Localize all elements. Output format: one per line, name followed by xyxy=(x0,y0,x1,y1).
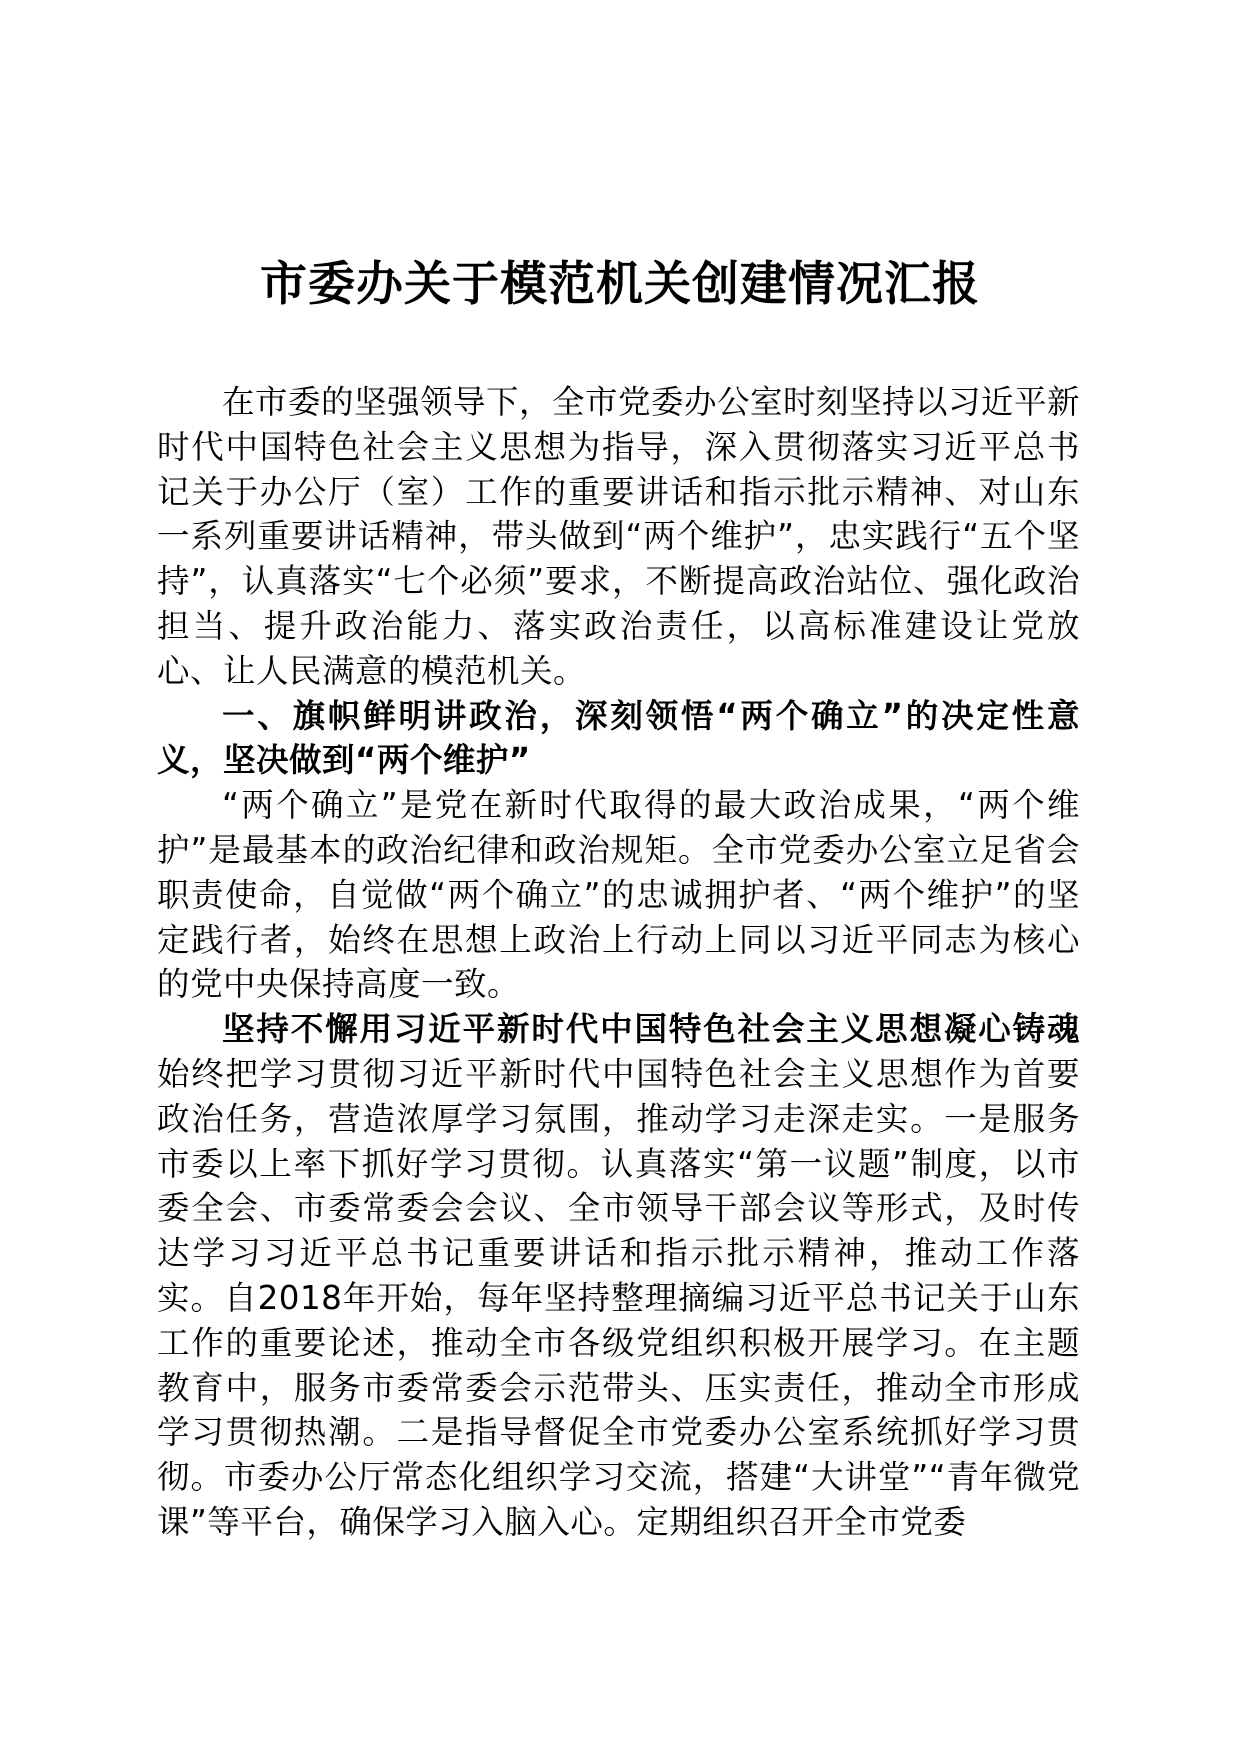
document-body xyxy=(157,380,1080,1545)
section-paragraph: “两个确立”是党在新时代取得的最大政治成果，“两个维护”是最基本的政治纪律和政治规矩。全市党委办公室立足省会职责使命，自觉做“两个确立”的忠诚拥护者、“两个维护”的坚定践行者，始终在思想上政治上行动上同以习近平同志为核心的党中央保持高度一致。 xyxy=(157,786,1080,1004)
document-title: 市委办关于模范机关创建情况汇报 xyxy=(260,257,980,312)
intro-paragraph: 在市委的坚强领导下，全市党委办公室时刻坚持以习近平新时代中国特色社会主义思想为指导，深入贯彻落实习近平总书记关于办公厅（室）工作的重要讲话和指示批示精神、对山东一系列重要讲话精神，带头做到“两个维护”，忠实践行“五个坚持”，认真落实“七个必须”要求，不断提高政治站位、强化政治担当、提升政治能力、落实政治责任，以高标准建设让党放心、让人民满意的模范机关。 xyxy=(157,383,1081,690)
subsection-paragraph xyxy=(157,1007,1080,1545)
section-heading: 一、旗帜鲜明讲政治，深刻领悟“两个确立”的决定性意义，坚决做到“两个维护” xyxy=(157,696,1080,780)
subsection-body: 始终把学习贯彻习近平新时代中国特色社会主义思想作为首要政治任务，营造浓厚学习氛围，推动学习走深走实。一是服务市委以上率下抓好学习贯彻。认真落实“第一议题”制度，以市委全会、市委常委会会议、全市领导干部会议等形式，及时传达学习习近平总书记重要讲话和指示批示精神，推动工作落实。自2018年开始，每年坚持整理摘编习近平总书记关于山东工作的重要论述，推动全市各级党组织积极开展学习。在主题教育中，服务市委常委会示范带头、压实责任，推动全市形成学习贯彻热潮。二是指导督促全市党委办公室系统抓好学习贯彻。市委办公厅常态化组织学习交流，搭建“大讲堂”“青年微党课”等平台，确保学习入脑入心。定期组织召开全市党委 xyxy=(157,1054,1080,1541)
subsection-heading: 坚持不懈用习近平新时代中国特色社会主义思想凝心铸魂 xyxy=(222,1010,1080,1049)
